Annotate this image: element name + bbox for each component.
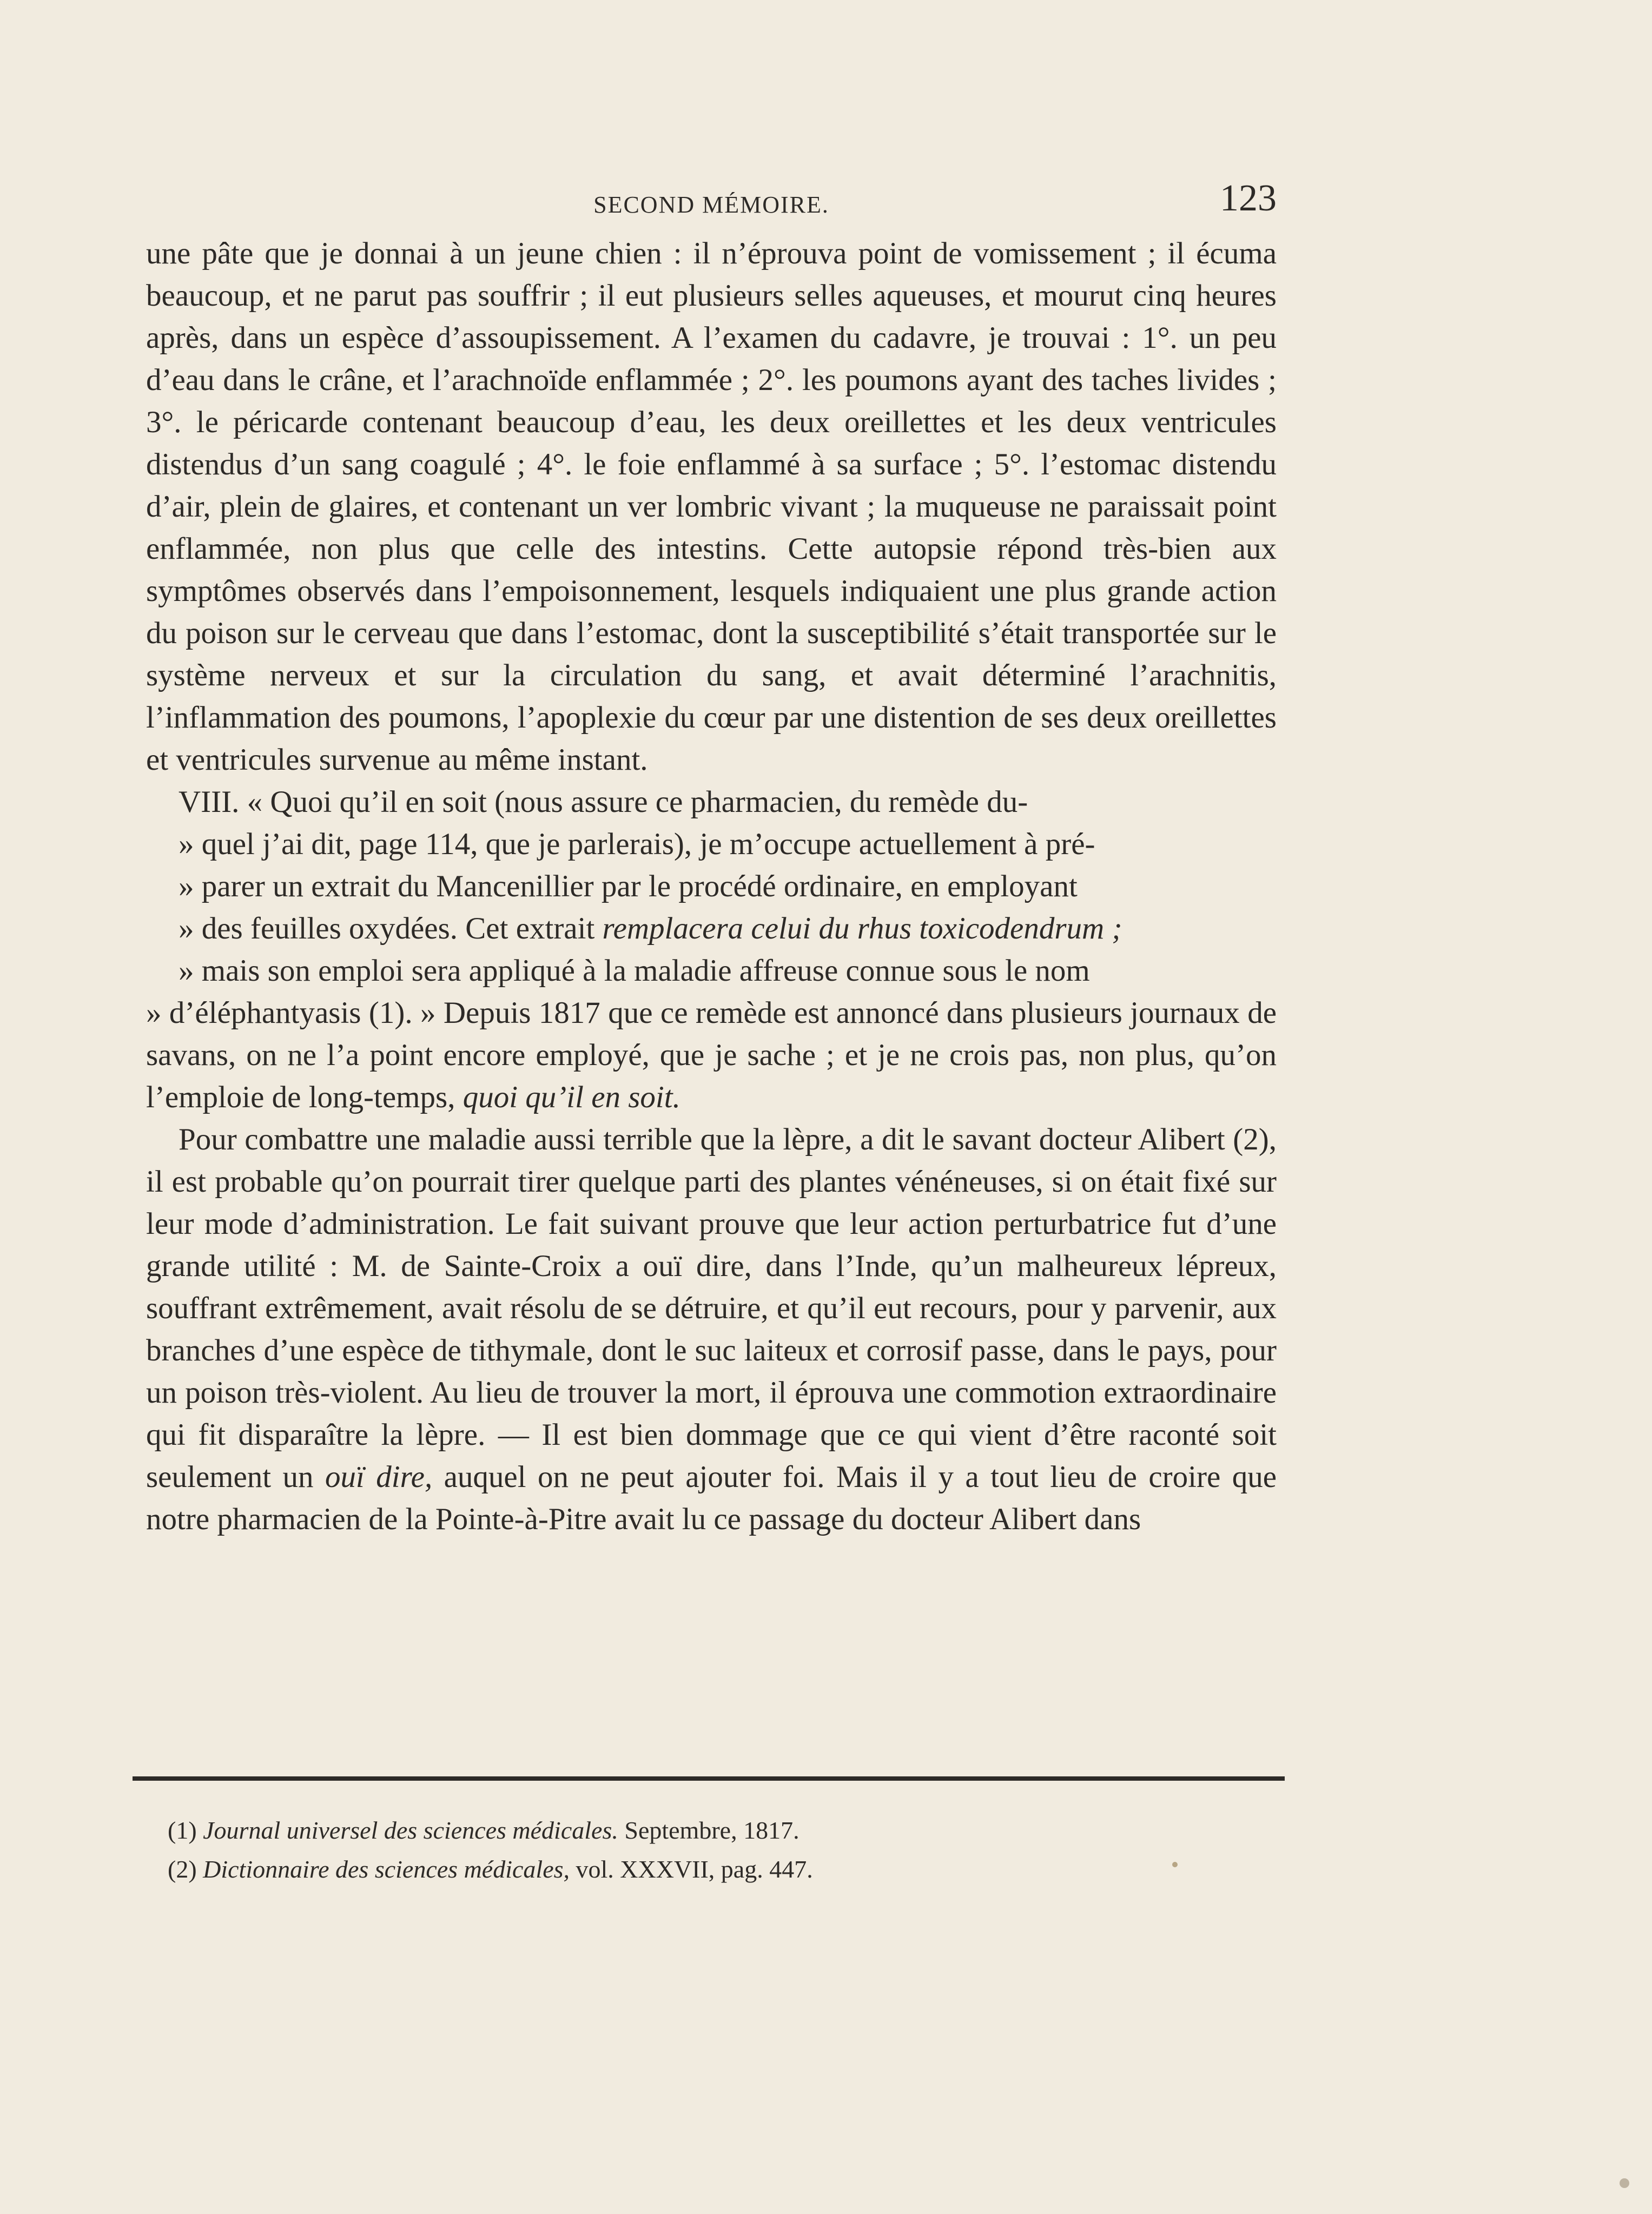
page-header [146,177,1277,224]
footnote-2-title: Dictionnaire des sciences médicales, [203,1855,570,1883]
footnote-1-title: Journal universel des sciences médicales. [203,1816,618,1844]
footnote-rule [133,1776,1285,1781]
quote-line-2: » quel j’ai dit, page 114, que je parlerais), je m’occupe actuellement à pré- [179,827,1095,861]
quote-line-1: VIII. « Quoi qu’il en soit (nous assure ce pharmacien, du remède du- [179,785,1028,819]
footnotes [168,1811,1250,1889]
quote-line-6-italic: quoi qu’il en soit. [462,1080,680,1114]
quote-line-5: » mais son emploi sera appliqué à la maladie affreuse connue sous le nom [179,954,1090,988]
quote-line-4-start: » des feuilles oxydées. Cet extrait [179,911,603,946]
quote-line-4-italic: remplacera celui du rhus toxicodendrum ; [602,911,1122,946]
paragraph-leprosy-end: auquel on ne peut ajouter foi. Mais il y a tout lieu de croire que notre pharmacien de la Pointe-à-Pitre avait lu ce passage du docteur Alibert dans [146,1460,1277,1536]
paragraph-autopsy: une pâte que je donnai à un jeune chien : il n’éprouva point de vomissement ; il écuma beaucoup, et ne parut pas souffrir ; il eut plusieurs selles aqueuses, et mourut cinq heures après, dans un espèce d’assoupissement. A l’examen du cadavre, je trouvai : 1°. un peu d’eau dans le crâne, et l’arachnoïde enflammée ; 2°. les poumons ayant des taches livides ; 3°. le péricarde contenant beaucoup d’eau, les deux oreillettes et les deux ventricules distendus d’un sang coagulé ; 4°. le foie enflammé à sa surface ; 5°. l’estomac distendu d’air, plein de glaires, et contenant un ver lombric vivant ; la muqueuse ne paraissait point enflammée, non plus que celle des intestins. Cette autopsie répond très-bien aux symptômes observés dans l’empoisonnement, lesquels indiquaient une plus grande action du poison sur le cerveau que dans l’estomac, dont la susceptibilité s’était transportée sur le système nerveux et sur la circulation du sang, et avait déterminé l’arachnitis, l’inflammation des poumons, l’apoplexie du cœur par une distention de ses deux oreillettes et ventricules survenue au même instant. [146,236,1277,777]
footnote-2-marker: (2) [168,1855,197,1883]
paragraph-leprosy-italic: ouï dire, [325,1460,433,1494]
running-title: SECOND MÉMOIRE. [593,191,829,218]
footnote-2 [168,1850,1250,1889]
paragraph-viii [146,781,1277,1119]
corner-mark [1620,2178,1629,2188]
footnote-1-details: Septembre, 1817. [618,1816,799,1844]
quote-line-4 [146,908,1277,950]
quote-line-6-start: » d’éléphantyasis (1). » Depuis 1817 que ce remède est annoncé dans plusieurs journaux de savans, on ne l’a point encore employé, que je sache ; et je ne crois pas, non plus, qu’on l’emploie de long-temps, [146,996,1277,1114]
main-text [146,233,1277,1541]
ink-dot-mark [1172,1862,1178,1867]
paragraph-leprosy [146,1119,1277,1541]
footnote-2-details: vol. XXXVII, pag. 447. [570,1855,813,1883]
footnote-1-marker: (1) [168,1816,197,1844]
page-number: 123 [1220,177,1277,219]
paragraph-leprosy-start: Pour combattre une maladie aussi terrible que la lèpre, a dit le savant docteur Alibert (2), il est probable qu’on pourrait tirer quelque parti des plantes vénéneuses, si on était fixé sur leur mode d’administration. Le fait suivant prouve que leur action perturbatrice fut d’une grande utilité : M. de Sainte-Croix a ouï dire, dans l’Inde, qu’un malheureux lépreux, souffrant extrêmement, avait résolu de se détruire, et qu’il eut recours, pour y parvenir, aux branches d’une espèce de tithymale, dont le suc laiteux et corrosif passe, dans le pays, pour un poison très-violent. Au lieu de trouver la mort, il éprouva une commotion extraordinaire qui fit disparaître la lèpre. — Il est bien dommage que ce qui vient d’être raconté soit seulement un [146,1122,1277,1494]
footnote-1 [168,1811,1250,1850]
quote-line-3: » parer un extrait du Mancenillier par le procédé ordinaire, en employant [179,869,1078,903]
